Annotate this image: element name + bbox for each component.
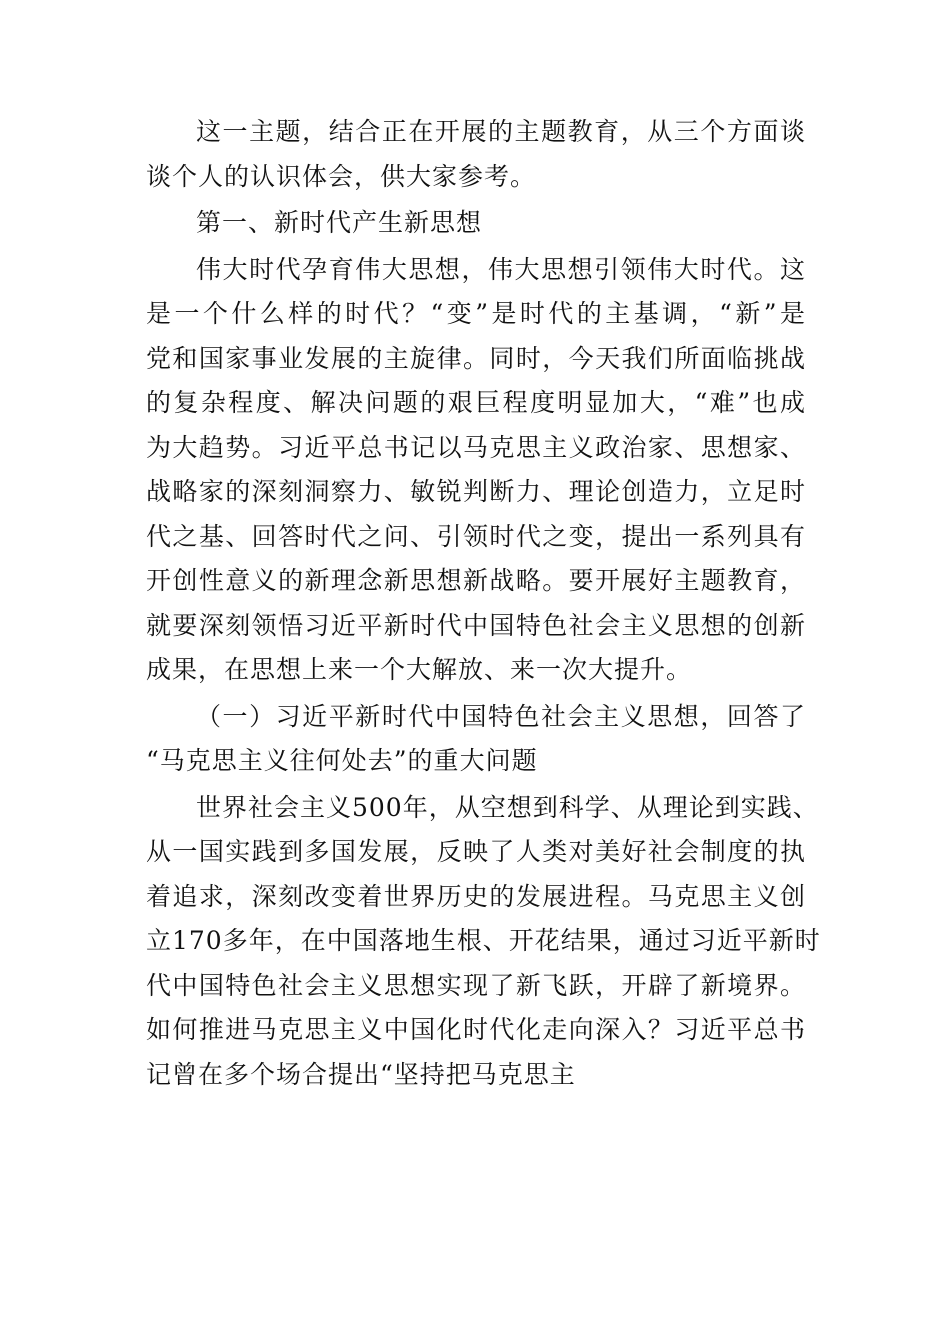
text-line: 记曾在多个场合提出“坚持把马克思主 [146,1059,576,1089]
subsection-heading [146,695,806,784]
text-line: 世界社会主义500年，从空想到科学、从理论到实践、 [196,792,819,822]
text-line: 如何推进马克思主义中国化时代化走向深入？习近平总书 [146,1015,806,1044]
text-line: 党和国家事业发展的主旋律。同时，今天我们所面临挑战 [146,343,806,373]
text-line: 立170多年，在中国落地生根、开花结果，通过习近平新时 [146,926,821,955]
section-heading [146,201,806,246]
text-line: 伟大时代孕育伟大思想，伟大思想引领伟大时代。这 [196,254,806,284]
paragraph-intro [146,110,806,199]
text-line: 从一国实践到多国发展，反映了人类对美好社会制度的执 [146,837,806,866]
text-line: 战略家的深刻洞察力、敏锐判断力、理论创造力，立足时 [146,477,806,506]
text-line: 成果，在思想上来一个大解放、来一次大提升。 [146,655,693,684]
heading-text: （一）习近平新时代中国特色社会主义思想，回答了 [196,701,806,731]
paragraph-socialism [146,786,821,1098]
text-line: 是一个什么样的时代？“变”是时代的主基调，“新”是 [146,299,806,328]
heading-text: 第一、新时代产生新思想 [196,208,483,237]
text-line: 代中国特色社会主义思想实现了新飞跃，开辟了新境界。 [146,970,806,1000]
text-line: 代之基、回答时代之问、引领时代之变，提出一系列具有 [146,521,806,551]
text-line: 为大趋势。习近平总书记以马克思主义政治家、思想家、 [146,432,806,462]
text-line: 开创性意义的新理念新思想新战略。要开展好主题教育， [146,566,806,595]
text-line: 的复杂程度、解决问题的艰巨程度明显加大，“难”也成 [146,388,806,417]
paragraph-new-era [146,248,806,693]
text-line: 这一主题，结合正在开展的主题教育，从三个方面谈 [196,117,806,146]
text-line: 着追求，深刻改变着世界历史的发展进程。马克思主义创 [146,881,806,911]
heading-text: “马克思主义往何处去”的重大问题 [146,746,538,775]
document-body [146,110,821,1097]
text-line: 谈个人的认识体会，供大家参考。 [146,161,537,191]
text-line: 就要深刻领悟习近平新时代中国特色社会主义思想的创新 [146,610,806,640]
